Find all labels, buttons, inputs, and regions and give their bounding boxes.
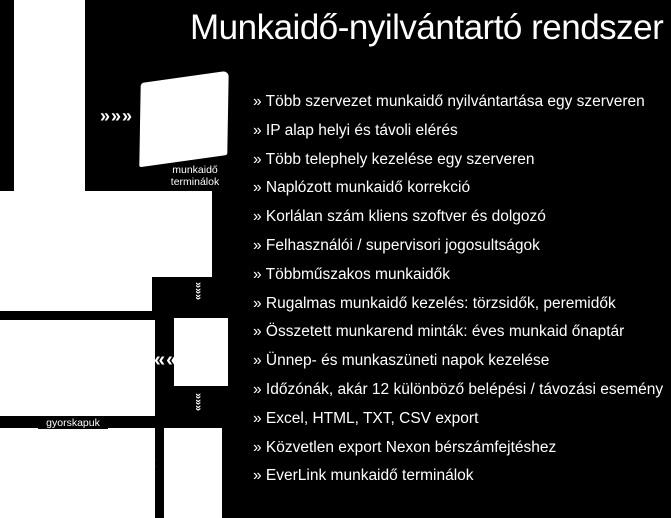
terminal-device-image [139, 71, 228, 168]
top-left-image [14, 0, 85, 191]
page-title: Munkaidő-nyilvántartó rendszer [190, 8, 664, 47]
arrow-down-lower: » » » [192, 392, 204, 412]
feature-item: » IP alap helyi és távoli elérés [253, 121, 458, 139]
terminal-caption-line1: munkaidő [172, 164, 218, 176]
mid-left-image [0, 320, 155, 416]
feature-item: » EverLink munkaidő terminálok [253, 467, 474, 485]
feature-list [253, 92, 663, 495]
arrow-right-to-terminal: »»» [100, 106, 134, 126]
arrow-left-from-client: «« [154, 349, 179, 371]
export-image [164, 428, 222, 518]
client-software-image [174, 318, 228, 386]
terminal-caption [155, 164, 235, 188]
feature-item: » Több szervezet munkaidő nyilvántartása egy szerveren [253, 93, 645, 110]
arrow-left-from-export: ««« [124, 452, 158, 472]
feature-item: » Összetett munkarend minták: éves munkaid őnaptár [253, 323, 625, 341]
server-image [0, 191, 212, 277]
feature-item: » Felhasználói / supervisori jogosultságok [253, 236, 540, 254]
bottom-left-image [0, 428, 158, 518]
feature-item: » Rugalmas munkaidő kezelés: törzsidők, peremidők [253, 294, 616, 312]
feature-item: » Többműszakos munkaidők [253, 265, 451, 283]
feature-item: » Ünnep- és munkaszüneti napok kezelése [253, 352, 550, 370]
feature-item: » Excel, HTML, TXT, CSV export [253, 409, 479, 427]
arrow-down-upper: » » » [192, 281, 204, 301]
feature-item: » Több telephely kezelése egy szerveren [253, 150, 535, 168]
quickport-caption: gyorskapuk [38, 417, 108, 429]
feature-item: » Naplózott munkaidő korrekció [253, 179, 471, 197]
workstation-image [0, 277, 152, 311]
terminal-caption-line2: terminálok [170, 176, 220, 188]
feature-item: » Korlálan szám kliens szoftver és dolgozó [253, 208, 546, 226]
feature-item: » Közvetlen export Nexon bérszámfejtéshez [253, 438, 557, 456]
feature-item: » Időzónák, akár 12 különböző belépési / távozási esemény [253, 380, 664, 398]
